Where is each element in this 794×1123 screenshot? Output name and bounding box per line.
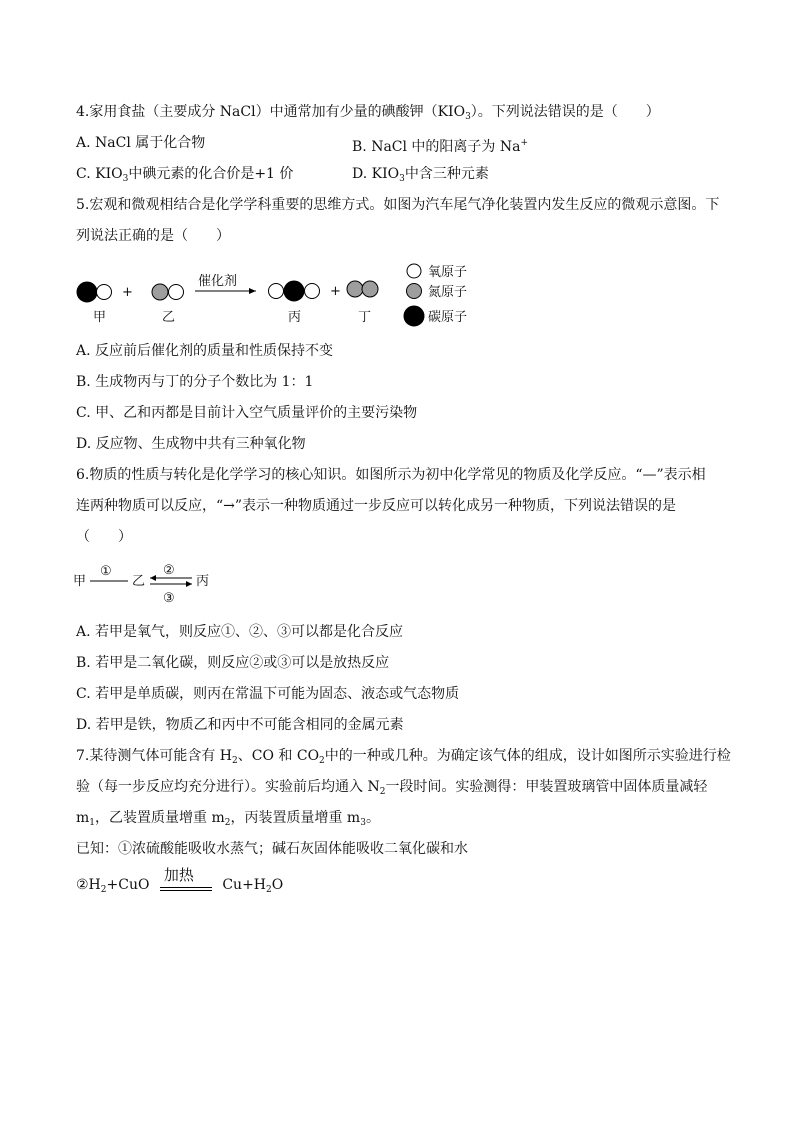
q5-stem-line2: 列说法正确的是（ ） xyxy=(76,228,230,244)
q5-option-b: B. 生成物丙与丁的分子个数比为 1：1 xyxy=(76,374,314,390)
molecule-yi-oxygen-atom xyxy=(169,285,184,300)
molecule-yi-nitrogen-atom xyxy=(152,284,168,300)
q4-option-a: A. NaCl 属于化合物 xyxy=(76,135,206,151)
equation-line-upper xyxy=(160,887,212,888)
heating-label: 加热 xyxy=(163,866,194,884)
q6-stem-line2: 连两种物质可以反应，“→”表示一种物质通过一步反应可以转化成另一种物质，下列说法错误的是 xyxy=(76,498,677,514)
molecule-ding-nitrogen-atom xyxy=(362,281,378,297)
catalyst-label: 催化剂 xyxy=(198,274,238,289)
q5-option-c: C. 甲、乙和丙都是目前计入空气质量评价的主要污染物 xyxy=(76,405,418,421)
plus-sign: + xyxy=(122,285,133,300)
heating-condition xyxy=(160,866,212,894)
q7-stem-line1: 7.某待测气体可能含有 $H_2$、CO 和 $CO_2$中的一种或几种。为确定该气体的组成，设计如图所示实验进行检 xyxy=(76,748,731,766)
q5-option-a: A. 反应前后催化剂的质量和性质保持不变 xyxy=(76,343,334,359)
label-ding: 丁 xyxy=(358,310,372,325)
arrow-head-left-icon xyxy=(150,575,156,581)
q6-option-c: C. 若甲是单质碳，则丙在常温下可能为固态、液态或气态物质 xyxy=(76,686,460,702)
q7-known-conditions: 已知：①浓硫酸能吸收水蒸气；碱石灰固体能吸收二氧化碳和水 xyxy=(76,841,468,857)
label-jia: 甲 xyxy=(93,310,107,325)
molecule-jia-oxygen-atom xyxy=(97,285,112,300)
q4-option-d: D. $KIO_3$中含三种元素 xyxy=(352,166,489,184)
legend-nitrogen-atom-icon xyxy=(407,284,422,299)
q4-option-c: C. $KIO_3$中碘元素的化合价是+1 价 xyxy=(76,166,294,184)
reaction-3-label: ③ xyxy=(163,591,175,606)
substance-yi: 乙 xyxy=(132,574,146,589)
label-bing: 丙 xyxy=(288,310,302,325)
substance-bing: 丙 xyxy=(196,574,210,589)
q7-stem-line2: 验（每一步反应均充分进行）。实验前后均通入 $N_2$一段时间。实验测得：甲装置玻璃管中固体质量减轻 xyxy=(76,779,708,797)
q5-reaction-diagram xyxy=(68,258,488,332)
reaction-2-label: ② xyxy=(163,563,175,578)
reaction-1-label: ① xyxy=(100,564,112,579)
molecule-bing-oxygen-atom xyxy=(269,284,284,299)
legend-oxygen-label: 氧原子 xyxy=(428,265,468,280)
q6-option-d: D. 若甲是铁，物质乙和丙中不可能含相同的金属元素 xyxy=(76,717,404,733)
legend-carbon-atom-icon xyxy=(404,306,424,326)
q4-option-b: B. NaCl 中的阳离子为 Na+ xyxy=(352,138,529,155)
label-yi: 乙 xyxy=(162,310,176,325)
q5-stem-line1: 5.宏观和微观相结合是化学学科重要的思维方式。如图为汽车尾气净化装置内发生反应的微观示意图。下 xyxy=(76,197,720,213)
q6-transformation-diagram xyxy=(70,560,230,608)
legend-nitrogen-label: 氮原子 xyxy=(428,285,468,300)
q6-stem-line3: （ ） xyxy=(76,529,132,545)
substance-jia: 甲 xyxy=(73,574,87,589)
molecule-jia-carbon-atom xyxy=(77,282,97,302)
arrow-head-icon xyxy=(249,288,256,294)
arrow-head-right-icon xyxy=(186,581,192,587)
q6-option-b: B. 若甲是二氧化碳，则反应②或③可以是放热反应 xyxy=(76,655,390,671)
equation-line-lower xyxy=(160,890,212,891)
q7-stem-line3: $m_1$，乙装置质量增重 $m_2$，丙装置质量增重 $m_3$。 xyxy=(76,810,380,828)
q5-option-d: D. 反应物、生成物中共有三种氧化物 xyxy=(76,436,306,452)
molecule-ding-nitrogen-atom xyxy=(347,281,363,297)
molecule-bing-oxygen-atom xyxy=(305,284,320,299)
legend-carbon-label: 碳原子 xyxy=(428,310,468,325)
legend-oxygen-atom-icon xyxy=(407,264,421,278)
q6-option-a: A. 若甲是氧气，则反应①、②、③可以都是化合反应 xyxy=(76,624,404,640)
q6-stem-line1: 6.物质的性质与转化是化学学习的核心知识。如图所示为初中化学常见的物质及化学反应。“—”表示相 xyxy=(76,467,706,483)
plus-sign: + xyxy=(330,284,341,299)
q4-stem: 4.家用食盐（主要成分 NaCl）中通常加有少量的碘酸钾$(KIO_3)$。下列说法错误的是（ ） xyxy=(76,104,660,122)
molecule-bing-carbon-atom xyxy=(284,281,304,301)
q7-equation: $②H_2+CuO$ 加热 $Cu+H_2O$ xyxy=(76,866,284,895)
